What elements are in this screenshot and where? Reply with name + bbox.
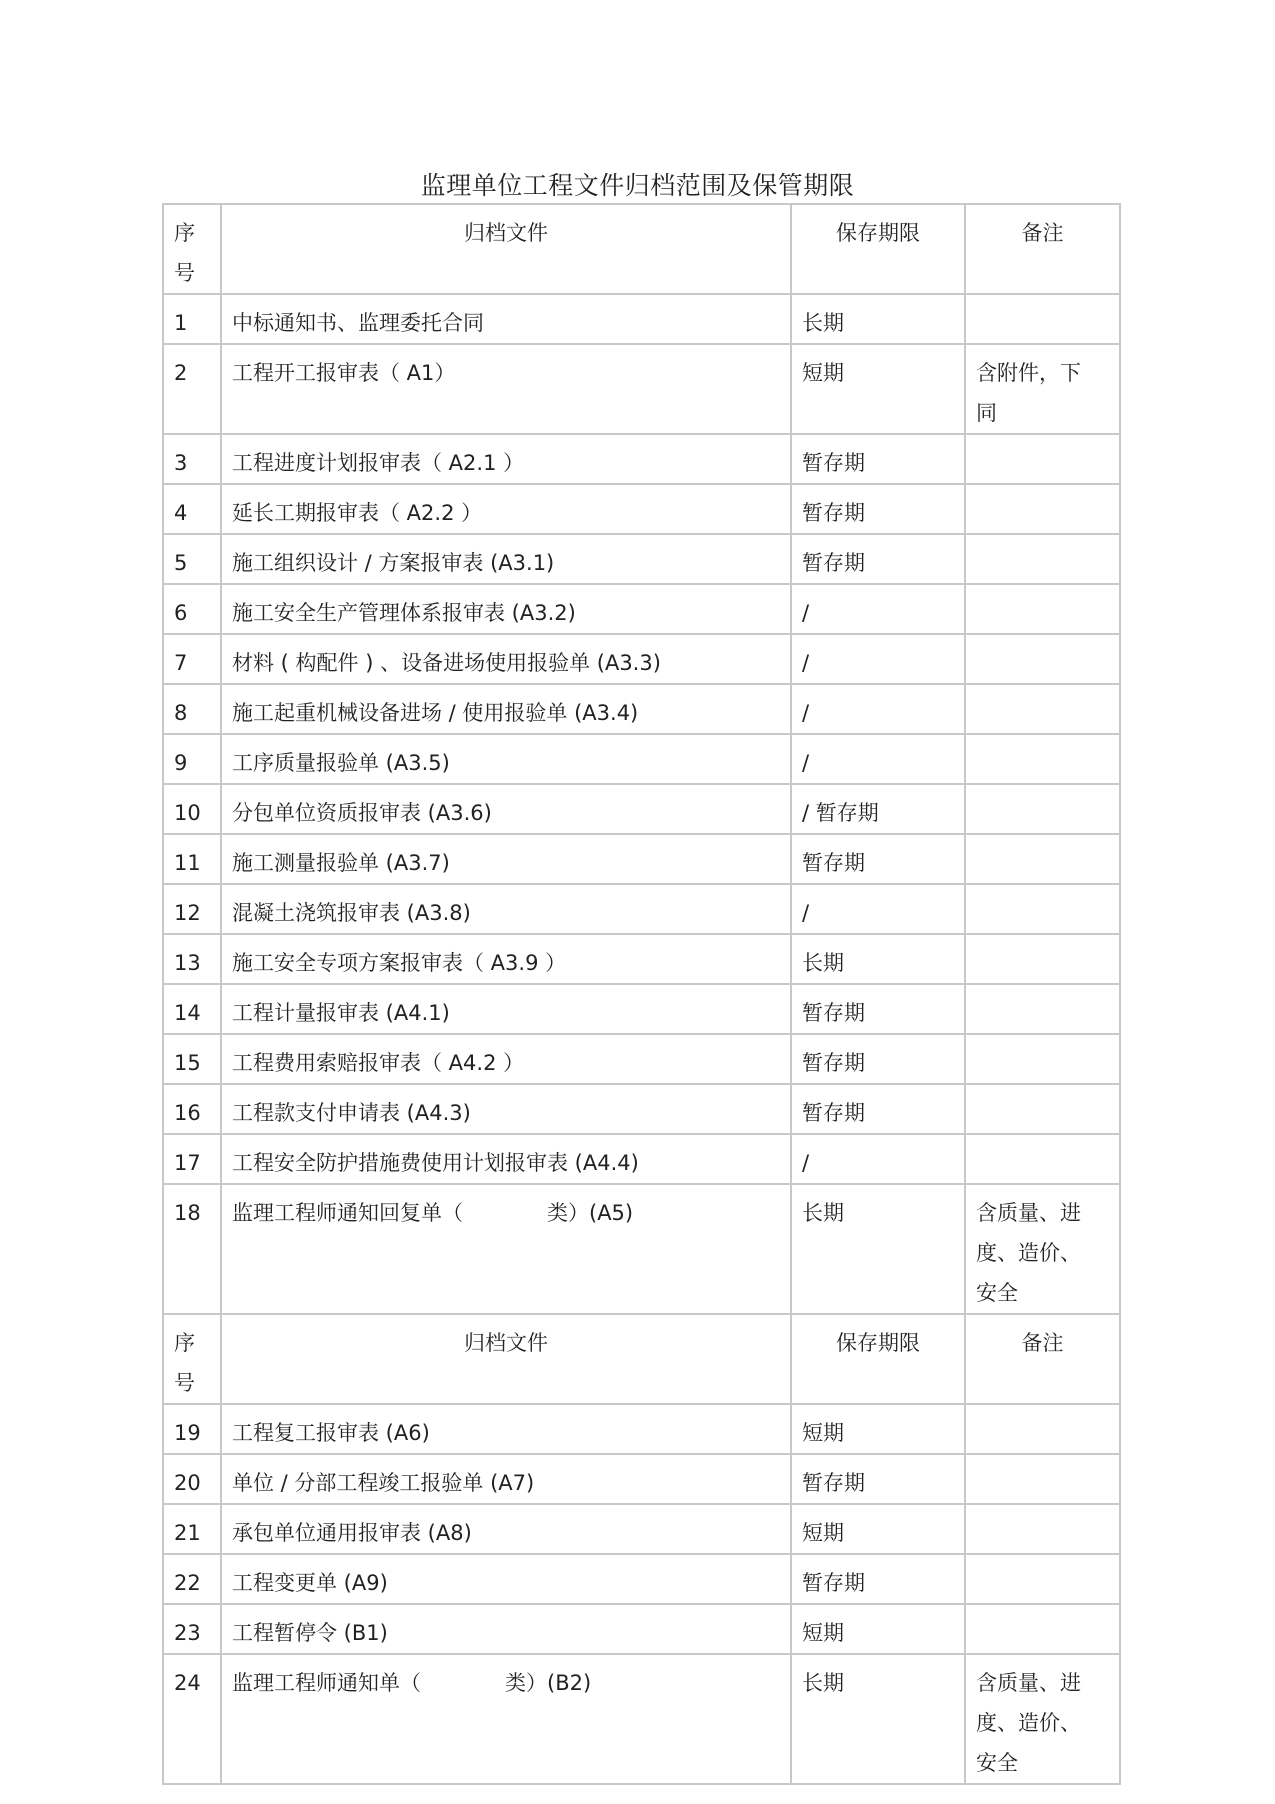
row-retention-period: 暂存期 <box>791 484 965 534</box>
row-note <box>965 784 1120 834</box>
row-number: 7 <box>163 634 221 684</box>
row-number: 21 <box>163 1504 221 1554</box>
row-note <box>965 294 1120 344</box>
header-num-line: 序 <box>174 221 195 245</box>
table-row <box>163 1504 1120 1554</box>
table-row <box>163 884 1120 934</box>
row-note-line: 度、造价、 <box>976 1241 1081 1265</box>
header-num-cell <box>163 204 221 294</box>
header-num-line: 号 <box>174 1371 195 1395</box>
row-retention-period: 暂存期 <box>791 434 965 484</box>
row-note <box>965 934 1120 984</box>
row-number: 22 <box>163 1554 221 1604</box>
header-num-line: 序 <box>174 1331 195 1355</box>
row-file-name: 施工安全专项方案报审表（ A3.9 ） <box>221 934 791 984</box>
table-row <box>163 1454 1120 1504</box>
row-note <box>965 1554 1120 1604</box>
document-title: 监理单位工程文件归档范围及保管期限 <box>420 171 855 200</box>
table-row <box>163 1134 1120 1184</box>
row-file-name: 施工测量报验单 (A3.7) <box>221 834 791 884</box>
row-note <box>965 344 1120 434</box>
header-period: 保存期限 <box>791 1314 965 1404</box>
row-file-name: 施工起重机械设备进场 / 使用报验单 (A3.4) <box>221 684 791 734</box>
row-file-name: 工程复工报审表 (A6) <box>221 1404 791 1454</box>
header-period: 保存期限 <box>791 204 965 294</box>
row-number: 20 <box>163 1454 221 1504</box>
row-retention-period: 长期 <box>791 294 965 344</box>
row-file-name: 混凝土浇筑报审表 (A3.8) <box>221 884 791 934</box>
header-num-cell <box>163 1314 221 1404</box>
row-note <box>965 1604 1120 1654</box>
row-number: 16 <box>163 1084 221 1134</box>
row-file-name: 工序质量报验单 (A3.5) <box>221 734 791 784</box>
row-note <box>965 1654 1120 1784</box>
row-number: 5 <box>163 534 221 584</box>
row-number: 23 <box>163 1604 221 1654</box>
row-note <box>965 1454 1120 1504</box>
row-note <box>965 684 1120 734</box>
row-file-name: 工程暂停令 (B1) <box>221 1604 791 1654</box>
row-number: 8 <box>163 684 221 734</box>
row-number: 13 <box>163 934 221 984</box>
table-row <box>163 634 1120 684</box>
row-note <box>965 1184 1120 1314</box>
table-row <box>163 294 1120 344</box>
table-row <box>163 1604 1120 1654</box>
row-file-name: 监理工程师通知单（ 类）(B2) <box>221 1654 791 1784</box>
row-retention-period: 短期 <box>791 1404 965 1454</box>
row-retention-period: / <box>791 1134 965 1184</box>
row-retention-period: 短期 <box>791 1504 965 1554</box>
row-retention-period: / <box>791 734 965 784</box>
row-number: 1 <box>163 294 221 344</box>
row-note <box>965 984 1120 1034</box>
table-row <box>163 684 1120 734</box>
row-note-line: 安全 <box>976 1281 1018 1305</box>
row-number: 10 <box>163 784 221 834</box>
archive-table-body <box>163 204 1120 1784</box>
row-number: 4 <box>163 484 221 534</box>
row-file-name: 工程费用索赔报审表（ A4.2 ） <box>221 1034 791 1084</box>
row-number: 14 <box>163 984 221 1034</box>
row-note <box>965 584 1120 634</box>
row-retention-period: 暂存期 <box>791 1034 965 1084</box>
table-row <box>163 784 1120 834</box>
row-retention-period: 长期 <box>791 1184 965 1314</box>
row-note-line: 含质量、进 <box>976 1671 1081 1695</box>
header-note: 备注 <box>965 204 1120 294</box>
row-retention-period: 暂存期 <box>791 984 965 1034</box>
row-retention-period: 暂存期 <box>791 834 965 884</box>
table-row <box>163 934 1120 984</box>
row-file-name: 单位 / 分部工程竣工报验单 (A7) <box>221 1454 791 1504</box>
table-row <box>163 484 1120 534</box>
row-file-name: 工程变更单 (A9) <box>221 1554 791 1604</box>
row-number: 24 <box>163 1654 221 1784</box>
row-note <box>965 734 1120 784</box>
row-retention-period: / 暂存期 <box>791 784 965 834</box>
row-note <box>965 1034 1120 1084</box>
row-file-name: 工程进度计划报审表（ A2.1 ） <box>221 434 791 484</box>
row-file-name: 材料 ( 构配件 ) 、设备进场使用报验单 (A3.3) <box>221 634 791 684</box>
table-row <box>163 534 1120 584</box>
row-number: 2 <box>163 344 221 434</box>
row-file-name: 工程开工报审表（ A1） <box>221 344 791 434</box>
row-file-name: 工程款支付申请表 (A4.3) <box>221 1084 791 1134</box>
row-note <box>965 434 1120 484</box>
row-note <box>965 1084 1120 1134</box>
row-note-line: 含附件，下 <box>976 361 1081 385</box>
row-number: 18 <box>163 1184 221 1314</box>
table-row <box>163 734 1120 784</box>
table-row <box>163 984 1120 1034</box>
header-num-line: 号 <box>174 261 195 285</box>
row-number: 15 <box>163 1034 221 1084</box>
row-file-name: 分包单位资质报审表 (A3.6) <box>221 784 791 834</box>
row-file-name: 施工安全生产管理体系报审表 (A3.2) <box>221 584 791 634</box>
row-retention-period: 长期 <box>791 934 965 984</box>
header-file: 归档文件 <box>221 1314 791 1404</box>
row-number: 9 <box>163 734 221 784</box>
row-note <box>965 634 1120 684</box>
row-number: 12 <box>163 884 221 934</box>
table-row <box>163 1184 1120 1314</box>
row-number: 11 <box>163 834 221 884</box>
row-note-line: 度、造价、 <box>976 1711 1081 1735</box>
header-note: 备注 <box>965 1314 1120 1404</box>
table-row <box>163 1554 1120 1604</box>
table-header-row <box>163 204 1120 294</box>
row-note-line: 安全 <box>976 1751 1018 1775</box>
row-retention-period: / <box>791 584 965 634</box>
row-number: 19 <box>163 1404 221 1454</box>
row-note-line: 含质量、进 <box>976 1201 1081 1225</box>
row-retention-period: / <box>791 884 965 934</box>
row-file-name: 中标通知书、监理委托合同 <box>221 294 791 344</box>
row-note <box>965 884 1120 934</box>
row-number: 6 <box>163 584 221 634</box>
table-row <box>163 1084 1120 1134</box>
row-file-name: 监理工程师通知回复单（ 类）(A5) <box>221 1184 791 1314</box>
row-retention-period: / <box>791 684 965 734</box>
row-file-name: 工程计量报审表 (A4.1) <box>221 984 791 1034</box>
row-retention-period: 长期 <box>791 1654 965 1784</box>
row-retention-period: 暂存期 <box>791 1454 965 1504</box>
row-file-name: 承包单位通用报审表 (A8) <box>221 1504 791 1554</box>
row-note <box>965 1504 1120 1554</box>
row-retention-period: 暂存期 <box>791 1084 965 1134</box>
row-number: 3 <box>163 434 221 484</box>
row-note <box>965 1404 1120 1454</box>
row-file-name: 延长工期报审表（ A2.2 ） <box>221 484 791 534</box>
archive-table <box>162 203 1121 1785</box>
row-number: 17 <box>163 1134 221 1184</box>
row-note <box>965 1134 1120 1184</box>
row-retention-period: 暂存期 <box>791 1554 965 1604</box>
table-row <box>163 434 1120 484</box>
row-retention-period: 暂存期 <box>791 534 965 584</box>
table-row <box>163 834 1120 884</box>
table-row <box>163 344 1120 434</box>
row-retention-period: / <box>791 634 965 684</box>
row-file-name: 施工组织设计 / 方案报审表 (A3.1) <box>221 534 791 584</box>
table-row <box>163 1654 1120 1784</box>
row-retention-period: 短期 <box>791 344 965 434</box>
row-note <box>965 834 1120 884</box>
table-header-row <box>163 1314 1120 1404</box>
row-note-line: 同 <box>976 401 997 425</box>
row-note <box>965 534 1120 584</box>
table-row <box>163 584 1120 634</box>
table-row <box>163 1034 1120 1084</box>
row-note <box>965 484 1120 534</box>
row-file-name: 工程安全防护措施费使用计划报审表 (A4.4) <box>221 1134 791 1184</box>
table-row <box>163 1404 1120 1454</box>
row-retention-period: 短期 <box>791 1604 965 1654</box>
header-file: 归档文件 <box>221 204 791 294</box>
